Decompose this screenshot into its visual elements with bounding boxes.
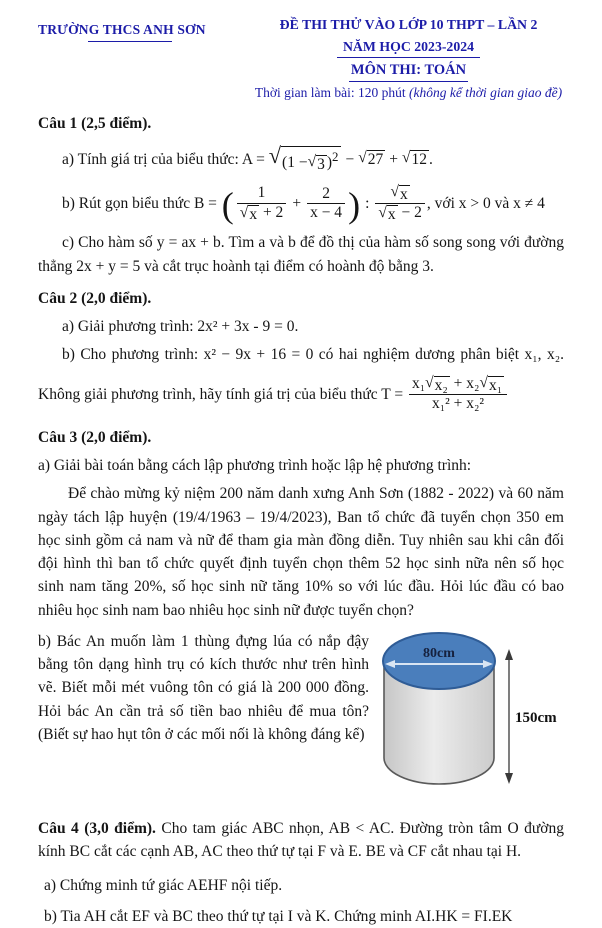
diameter-label: 80cm bbox=[423, 645, 455, 661]
radical-sign: √ bbox=[390, 183, 400, 201]
exponent: 2 bbox=[332, 148, 339, 164]
question-2a: a) Giải phương trình: 2x² + 3x - 9 = 0. bbox=[62, 318, 299, 336]
question-1-heading: Câu 1 (2,5 điểm). bbox=[38, 115, 152, 133]
school-year: NĂM HỌC 2023-2024 bbox=[337, 38, 480, 59]
question-4-heading: Câu 4 (3,0 điểm). bbox=[38, 820, 156, 838]
question-1b: b) Rút gọn biểu thức B = ( 1 √ x + 2 + $\frac{2}{x - 4}$ ) : √ x √ x − 2 , với x > 0 và x ≠ 4 bbox=[62, 183, 545, 225]
radical-sign: √ bbox=[425, 374, 434, 392]
question-4b: b) Tia AH cắt EF và BC theo thứ tự tại I và K. Chứng minh AI.HK = FI.EK bbox=[44, 907, 513, 925]
title-block bbox=[253, 16, 564, 103]
height-label: 150cm bbox=[515, 709, 557, 726]
question-3b bbox=[38, 630, 564, 801]
radical-sign: √ bbox=[378, 204, 387, 222]
radical-expression: √ 27 bbox=[358, 148, 384, 169]
radical-expression: √ 3 bbox=[307, 153, 325, 173]
fraction: $\frac{2}{x - 4}$ bbox=[307, 185, 345, 223]
question-1 bbox=[38, 112, 564, 277]
question-3-heading: Câu 3 (2,0 điểm). bbox=[38, 428, 152, 446]
radical-expression: √ 12 bbox=[401, 148, 427, 169]
question-3 bbox=[38, 426, 564, 801]
question-2b: b) Cho phương trình: x² − 9x + 16 = 0 có hai nghiệm dương phân biệt x₁, x₂. bbox=[62, 346, 564, 364]
radical-sign: √ bbox=[268, 143, 282, 169]
question-1a: a) Tính giá trị của biểu thức: A = √ (1 − √ 3 )$^2$ − √ 27 + √ 12 . bbox=[62, 143, 433, 173]
radical-sign: √ bbox=[401, 148, 411, 166]
cylinder-figure bbox=[378, 630, 564, 799]
question-4 bbox=[38, 817, 564, 928]
q2-t-text: Không giải phương trình, hãy tính giá trị của biểu thức T = bbox=[38, 385, 404, 403]
question-1c: c) Cho hàm số y = ax + b. Tìm a và b để đồ thị của hàm số song song với đường thẳng 2x + y = 5 và cắt trục hoành tại điểm có hoành độ bằng 3. bbox=[38, 234, 564, 275]
school-block bbox=[38, 16, 253, 41]
radical-sign: √ bbox=[479, 374, 488, 392]
question-4-intro: Câu 4 (3,0 điểm). Cho tam giác ABC nhọn, AB < AC. Đường tròn tâm O đường kính BC cắt các cạnh AB, AC theo thứ tự tại F và E. BE và CF cắt nhau tại H. bbox=[38, 820, 564, 861]
q1b-text: b) Rút gọn biểu thức B = bbox=[62, 195, 217, 213]
radical-sign: √ bbox=[239, 203, 249, 221]
duration-line: Thời gian làm bài: 120 phút (không kể thời gian giao đề) bbox=[254, 85, 563, 101]
radical-expression: √ x bbox=[378, 204, 396, 224]
fraction: x₁ √ x₂ + x₂ √ x₁ x₁² + x₂² bbox=[409, 375, 507, 414]
question-2 bbox=[38, 287, 564, 414]
radical-expression: √ x bbox=[390, 183, 408, 203]
radical-expression: √ (1 − √ 3 )$^2$ bbox=[269, 146, 342, 174]
cylinder-diagram bbox=[378, 630, 564, 792]
radical-sign: √ bbox=[307, 153, 317, 171]
radical-expression: √ x₂ bbox=[425, 374, 448, 394]
question-2b-expression bbox=[38, 375, 564, 414]
question-2-heading: Câu 2 (2,0 điểm). bbox=[38, 289, 152, 307]
exam-title: ĐỀ THI THỬ VÀO LỚP 10 THPT – LẦN 2 bbox=[279, 17, 538, 32]
height-arrow bbox=[505, 649, 513, 784]
cylinder-lid bbox=[383, 633, 495, 689]
fraction: 1 √ x + 2 bbox=[237, 184, 287, 223]
duration-note: (không kể thời gian giao đề) bbox=[409, 85, 563, 101]
fraction: √ x √ x − 2 bbox=[375, 184, 425, 225]
radical-expression: √ x bbox=[239, 203, 258, 223]
radical-expression: √ x₁ bbox=[479, 374, 503, 394]
q1b-condition: , với x > 0 và x ≠ 4 bbox=[426, 195, 545, 213]
question-3b-body: b) Bác An muốn làm 1 thùng đựng lúa có nắp đậy bằng tôn dạng hình trụ có kích thước như trên hình vẽ. Biết mỗi mét vuông tôn có giá là 200 000 đồng. Hỏi bác An cần trả số tiền bao nhiêu để mua tôn? (Biết sự hao hụt tôn ở các mối nối là không đáng kể) bbox=[38, 632, 369, 743]
radical-sign: √ bbox=[358, 148, 367, 166]
question-4a: a) Chứng minh tứ giác AEHF nội tiếp. bbox=[44, 876, 283, 894]
exam-header bbox=[38, 16, 564, 103]
question-3a-body: Để chào mừng kỷ niệm 200 năm danh xưng Anh Sơn (1882 - 2022) và 60 năm ngày tách lập huyện (19/4/1963 – 19/4/2023), Ban tổ chức đã tuyển chọn 350 em học sinh gồm cả nam và nữ để tham gia màn đồng diễn. Tuy nhiên sau khi cân đối đội hình thì ban tổ chức quyết định tuyển chọn thêm 52 học sinh nữa nên số học sinh nam tăng 20%, số học sinh nữ tăng 10% so với lúc đầu. Hỏi lúc đầu có bao nhiêu học sinh nam bao nhiêu học sinh nữ được tuyển chọn? bbox=[38, 485, 564, 619]
q1a-text: a) Tính giá trị của biểu thức: A = bbox=[62, 151, 265, 168]
question-3a-intro: a) Giải bài toán bằng cách lập phương trình hoặc lập hệ phương trình: bbox=[38, 457, 472, 475]
subject-line: MÔN THI: TOÁN bbox=[253, 61, 564, 82]
school-name: TRƯỜNG THCS ANH SƠN bbox=[38, 20, 206, 40]
